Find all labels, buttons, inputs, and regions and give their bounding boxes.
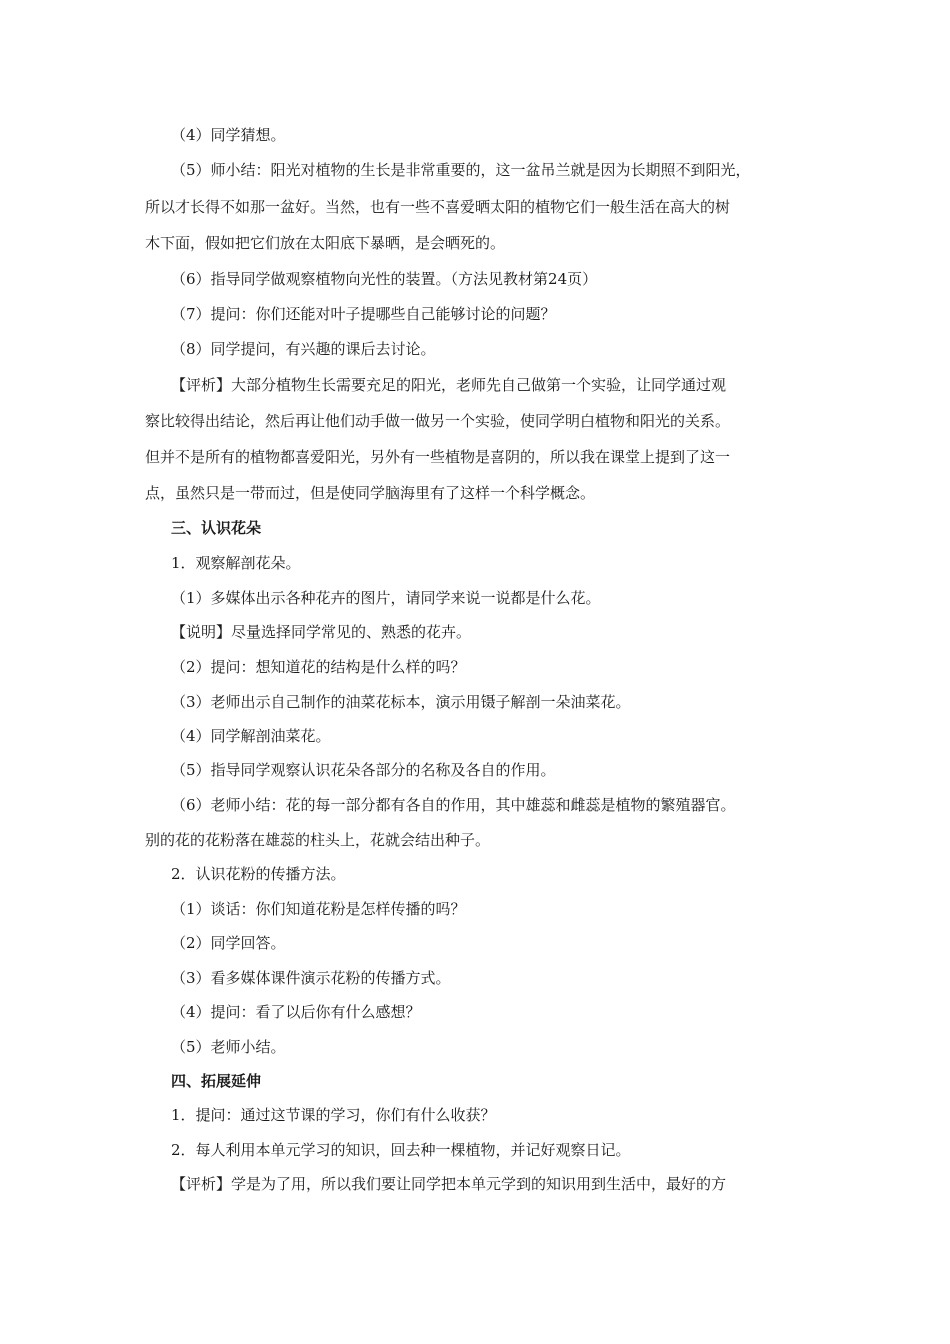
paragraph-line: （2）提问：想知道花的结构是什么样的吗？ (171, 658, 466, 676)
paragraph-line: 2．每人利用本单元学习的知识，回去种一棵植物，并记好观察日记。 (171, 1141, 631, 1159)
paragraph-line: （1）谈话：你们知道花粉是怎样传播的吗？ (171, 900, 466, 918)
paragraph-line: （7）提问：你们还能对叶子提哪些自己能够讨论的问题？ (171, 305, 556, 323)
section-heading: 三、认识花朵 (171, 519, 262, 537)
paragraph-line: 1．提问：通过这节课的学习，你们有什么收获？ (171, 1106, 496, 1124)
paragraph-line: （4）同学猜想。 (171, 126, 286, 144)
paragraph-line: 木下面，假如把它们放在太阳底下暴晒，是会晒死的。 (145, 234, 506, 252)
paragraph-line: （2）同学回答。 (171, 934, 286, 952)
paragraph-line: （3）看多媒体课件演示花粉的传播方式。 (171, 969, 451, 987)
paragraph-line: 1．观察解剖花朵。 (171, 554, 301, 572)
paragraph-line: （5）师小结：阳光对植物的生长是非常重要的，这一盆吊兰就是因为长期照不到阳光， (171, 161, 751, 179)
paragraph-line: （6）老师小结：花的每一部分都有各自的作用，其中雄蕊和雌蕊是植物的繁殖器官。 (171, 796, 736, 814)
paragraph-line: （5）指导同学观察认识花朵各部分的名称及各自的作用。 (171, 761, 556, 779)
paragraph-line: （8）同学提问，有兴趣的课后去讨论。 (171, 340, 436, 358)
paragraph-line: 2．认识花粉的传播方法。 (171, 865, 346, 883)
paragraph-line: 【评析】学是为了用，所以我们要让同学把本单元学到的知识用到生活中，最好的方 (171, 1175, 727, 1193)
paragraph-line: （3）老师出示自己制作的油菜花标本，演示用镊子解剖一朵油菜花。 (171, 693, 631, 711)
paragraph-line: 察比较得出结论，然后再让他们动手做一做另一个实验，使同学明白植物和阳光的关系。 (145, 412, 731, 430)
paragraph-line: 所以才长得不如那一盆好。当然，也有一些不喜爱晒太阳的植物它们一般生活在高大的树 (145, 198, 731, 216)
section-heading: 四、拓展延伸 (171, 1072, 262, 1090)
paragraph-line: 【评析】大部分植物生长需要充足的阳光，老师先自己做第一个实验，让同学通过观 (171, 376, 727, 394)
paragraph-line: （6）指导同学做观察植物向光性的装置。（方法见教材第24页） (171, 270, 598, 288)
paragraph-line: 点，虽然只是一带而过，但是使同学脑海里有了这样一个科学概念。 (145, 484, 596, 502)
paragraph-line: （1）多媒体出示各种花卉的图片，请同学来说一说都是什么花。 (171, 589, 601, 607)
paragraph-line: 别的花的花粉落在雄蕊的柱头上，花就会结出种子。 (145, 831, 491, 849)
paragraph-line: 但并不是所有的植物都喜爱阳光，另外有一些植物是喜阴的，所以我在课堂上提到了这一 (145, 448, 731, 466)
paragraph-line: （4）提问：看了以后你有什么感想？ (171, 1003, 421, 1021)
paragraph-line: （4）同学解剖油菜花。 (171, 727, 331, 745)
paragraph-line: （5）老师小结。 (171, 1038, 286, 1056)
paragraph-line: 【说明】尽量选择同学常见的、熟悉的花卉。 (171, 623, 472, 641)
